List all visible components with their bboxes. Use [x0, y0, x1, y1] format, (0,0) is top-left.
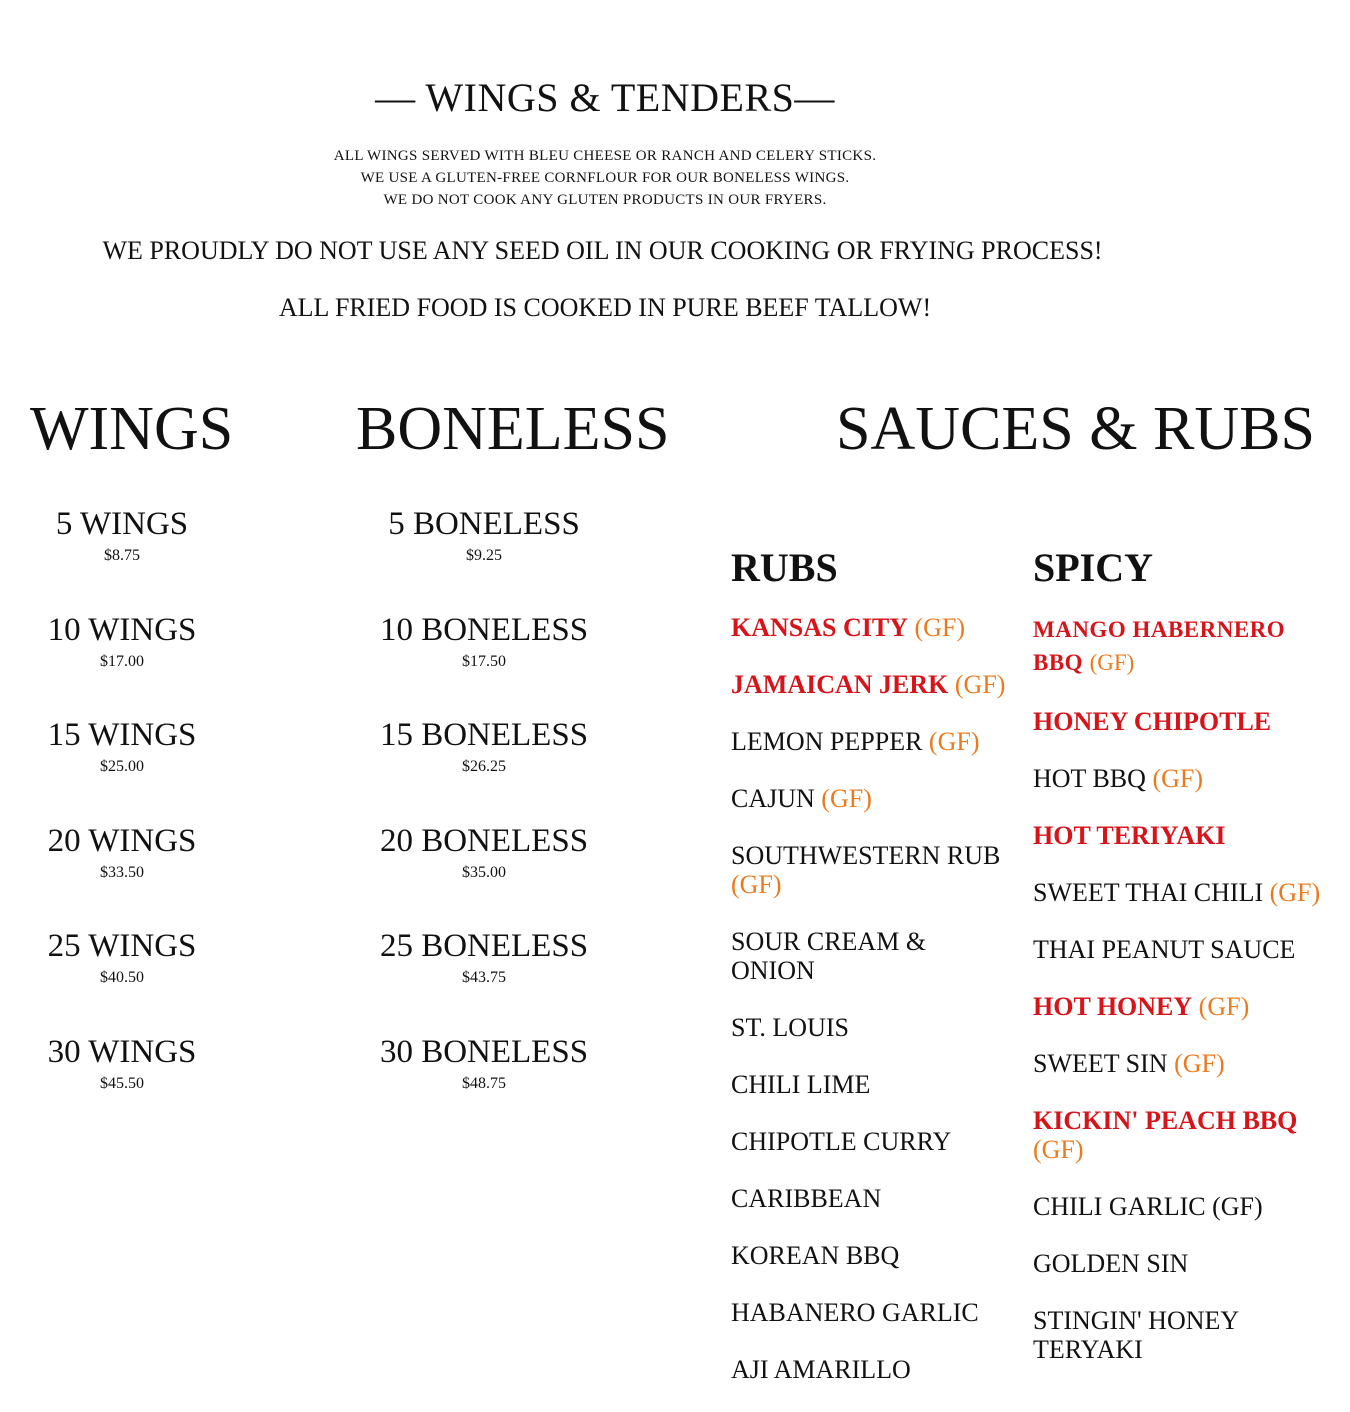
sauce-name: THAI PEANUT SAUCE: [1033, 935, 1296, 964]
item-price: $25.00: [100, 758, 144, 776]
list-item: [1033, 1049, 1333, 1078]
list-item: [1033, 821, 1333, 850]
page-title: — WINGS & TENDERS—: [375, 75, 835, 120]
service-notes: [0, 145, 1210, 211]
sauce-name: CARIBBEAN: [731, 1184, 882, 1213]
list-item: [1033, 935, 1333, 964]
list-item: [0, 503, 244, 609]
wings-heading: WINGS: [30, 395, 234, 463]
gluten-free-badge: (GF): [731, 870, 782, 899]
list-item: [731, 784, 1011, 813]
list-item: [731, 1298, 1011, 1327]
item-price: $8.75: [104, 547, 140, 564]
list-item: [731, 927, 1011, 985]
list-item: [0, 714, 244, 820]
gluten-free-badge: (GF): [1212, 1192, 1263, 1221]
note-line: WE DO NOT COOK ANY GLUTEN PRODUCTS IN OUR FRYERS.: [383, 192, 827, 208]
sauce-name: AJI AMARILLO: [731, 1355, 911, 1384]
item-price: $35.00: [462, 863, 506, 881]
list-item: [731, 1241, 1011, 1270]
gluten-free-badge: (GF): [821, 784, 872, 813]
item-price: $43.75: [462, 969, 506, 987]
sauce-name: ST. LOUIS: [731, 1013, 849, 1042]
item-price: $9.25: [466, 547, 502, 564]
item-price: $17.00: [100, 652, 144, 670]
sauce-name: SOUTHWESTERN RUB: [731, 841, 1001, 870]
item-name: 15 WINGS: [47, 717, 197, 754]
sauce-name: JAMAICAN JERK: [731, 670, 949, 699]
list-item: [0, 609, 244, 715]
list-item: [0, 925, 244, 1031]
sauces-heading: SAUCES & RUBS: [836, 395, 1315, 463]
sauce-name: KANSAS CITY: [731, 613, 908, 642]
list-item: [0, 1031, 244, 1137]
note-line: ALL WINGS SERVED WITH BLEU CHEESE OR RANCH AND CELERY STICKS.: [333, 148, 877, 164]
item-price: $26.25: [462, 758, 506, 776]
sauce-name: KICKIN' PEACH BBQ: [1033, 1106, 1298, 1135]
item-name: 20 BONELESS: [379, 822, 589, 859]
gluten-free-badge: (GF): [1174, 1049, 1225, 1078]
list-item: [1033, 1192, 1333, 1221]
gluten-free-badge: (GF): [1198, 992, 1250, 1021]
item-name: 25 BONELESS: [379, 928, 589, 965]
list-item: [731, 727, 1011, 756]
spicy-list: [1033, 613, 1333, 1392]
list-item: [1033, 707, 1333, 736]
list-item: [731, 1184, 1011, 1213]
gluten-free-badge: (GF): [954, 670, 1006, 699]
list-item: [1033, 878, 1333, 907]
item-name: 15 BONELESS: [379, 717, 589, 754]
list-item: [1033, 1249, 1333, 1278]
sauce-name: CHILI GARLIC: [1033, 1192, 1206, 1221]
list-item: [1033, 992, 1333, 1021]
list-item: [731, 1013, 1011, 1042]
list-item: [362, 820, 606, 926]
sauce-name: LEMON PEPPER: [731, 727, 923, 756]
rubs-heading: RUBS: [731, 545, 838, 590]
list-item: [362, 925, 606, 1031]
list-item: [1033, 764, 1333, 793]
sauce-name: CHIPOTLE CURRY: [731, 1127, 952, 1156]
wings-price-list: [0, 503, 244, 1137]
list-item: [362, 714, 606, 820]
boneless-heading: BONELESS: [356, 395, 670, 463]
item-name: 20 WINGS: [47, 822, 197, 859]
rubs-list: [731, 613, 1011, 1412]
item-name: 5 BONELESS: [388, 506, 580, 542]
list-item: [1033, 613, 1333, 679]
sauce-name: KOREAN BBQ: [731, 1241, 900, 1270]
list-item: [731, 841, 1011, 899]
item-name: 30 BONELESS: [379, 1033, 589, 1070]
sauce-name: HABANERO GARLIC: [731, 1298, 979, 1327]
item-price: $17.50: [462, 652, 506, 670]
sauce-name: HONEY CHIPOTLE: [1033, 707, 1272, 736]
item-name: 10 WINGS: [47, 611, 197, 648]
sauce-name: SWEET SIN: [1033, 1049, 1168, 1078]
list-item: [731, 613, 1011, 642]
list-item: [362, 609, 606, 715]
sauce-name: CHILI LIME: [731, 1070, 871, 1099]
item-name: 5 WINGS: [55, 506, 189, 542]
gluten-free-badge: (GF): [928, 727, 980, 756]
gluten-free-badge: (GF): [1033, 1135, 1084, 1164]
list-item: [1033, 1306, 1333, 1364]
item-price: $40.50: [100, 969, 144, 987]
list-item: [362, 1031, 606, 1137]
sauce-name: CAJUN: [731, 784, 815, 813]
beef-tallow-statement: ALL FRIED FOOD IS COOKED IN PURE BEEF TALLOW!: [278, 293, 932, 322]
boneless-price-list: [362, 503, 606, 1137]
item-name: 10 BONELESS: [379, 611, 589, 648]
list-item: [731, 670, 1011, 699]
item-price: $48.75: [462, 1074, 506, 1092]
note-line: WE USE A GLUTEN-FREE CORNFLOUR FOR OUR BONELESS WINGS.: [360, 170, 850, 186]
item-name: 25 WINGS: [47, 928, 197, 965]
seed-oil-statement: WE PROUDLY DO NOT USE ANY SEED OIL IN OUR COOKING OR FRYING PROCESS!: [102, 236, 1103, 265]
sauce-name: HOT TERIYAKI: [1033, 821, 1226, 850]
sauce-name: STINGIN' HONEY TERYAKI: [1033, 1306, 1239, 1364]
list-item: [0, 820, 244, 926]
sauce-name: SWEET THAI CHILI: [1033, 878, 1264, 907]
gluten-free-badge: (GF): [1152, 764, 1203, 793]
sauce-name: MANGO HABERNERO BBQ: [1033, 617, 1286, 675]
gluten-free-badge: (GF): [1269, 878, 1321, 907]
sauce-name: SOUR CREAM & ONION: [731, 927, 927, 985]
list-item: [1033, 1106, 1333, 1164]
gluten-free-badge: (GF): [914, 613, 966, 642]
list-item: [731, 1070, 1011, 1099]
gluten-free-badge: (GF): [1089, 650, 1135, 675]
item-price: $45.50: [100, 1074, 144, 1092]
list-item: [362, 503, 606, 609]
sauce-name: GOLDEN SIN: [1033, 1249, 1189, 1278]
item-price: $33.50: [100, 863, 144, 881]
list-item: [731, 1127, 1011, 1156]
sauce-name: HOT BBQ: [1033, 764, 1146, 793]
item-name: 30 WINGS: [47, 1033, 197, 1070]
spicy-heading: SPICY: [1033, 545, 1154, 590]
list-item: [731, 1355, 1011, 1384]
sauce-name: HOT HONEY: [1033, 992, 1193, 1021]
